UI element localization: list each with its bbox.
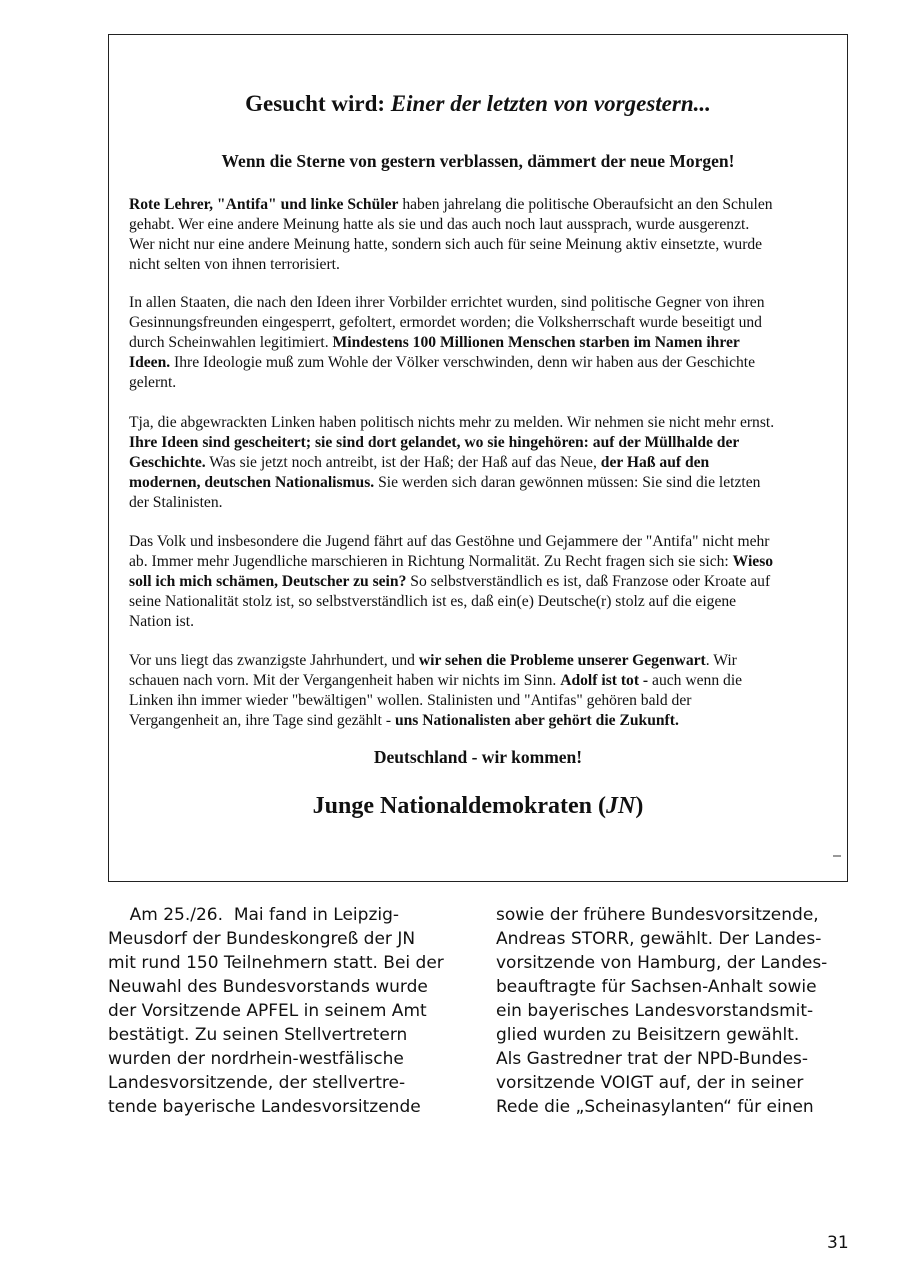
text-line [129,671,841,691]
text-line [129,195,841,215]
signature-paren: ) [635,793,644,819]
body-line: Rede die „Scheinasylanten“ für einen [496,1097,814,1117]
text-line: Gesinnungsfreunden eingesperrt, gefoltert, ermordet worden; die Volksherrschaft wurde beseitigt und [129,314,762,331]
body-line: Andreas STORR, gewählt. Der Landes- [496,929,822,949]
text-line [129,353,841,373]
text-line [129,473,841,493]
bold-text: wir sehen die Probleme unserer Gegenwart [418,652,706,669]
body-line: beauftragte für Sachsen-Anhalt sowie [496,977,817,997]
flyer-subtitle: Wenn die Sterne von gestern verblassen, dämmert der neue Morgen! [221,151,735,171]
flyer-paragraph-2 [129,293,841,393]
signature-name: Junge Nationaldemokraten ( [312,793,606,819]
text-line: der Stalinisten. [129,494,223,511]
text-span: haben jahrelang die politische Oberaufsicht an den Schulen [398,196,773,213]
text-line [129,453,841,473]
body-line: Neuwahl des Bundesvorstands wurde [108,977,428,997]
text-span: schauen nach vorn. Mit der Vergangenheit haben wir nichts im Sinn. [129,672,561,689]
text-line: Wer nicht nur eine andere Meinung hatte, sondern sich auch für seine Meinung aktiv einsetzte, wurde [129,236,763,253]
bold-text: uns Nationalisten aber gehört die Zukunft. [394,712,679,729]
flyer-paragraph-1 [129,195,841,275]
text-line: nicht selten von ihnen terrorisiert. [129,256,340,273]
text-line [129,552,841,572]
body-line: wurden der nordrhein-westfälische [108,1049,404,1069]
text-span: ab. Immer mehr Jugendliche marschieren in Richtung Normalität. Zu Recht fragen sich sie sich: [129,553,733,570]
text-line [129,651,841,671]
text-line [129,572,841,592]
flyer-reproduction [108,34,848,882]
bold-text: Ideen. [129,354,171,371]
body-line: der Vorsitzende APFEL in seinem Amt [108,1001,427,1021]
text-line: seine Nationalität stolz ist, so selbstverständlich ist es, daß ein(e) Deutsche(r) stolz auf die eigene [129,593,737,610]
flyer-paragraph-5 [129,651,841,731]
flyer-paragraph-3 [129,413,841,513]
body-line: Landesvorsitzende, der stellvertre- [108,1073,406,1093]
body-line: mit rund 150 Teilnehmern statt. Bei der [108,953,444,973]
flyer-title [109,91,847,117]
text-span: auch wenn die [648,672,743,689]
bold-text: soll ich mich schämen, Deutscher zu sein? [129,573,407,590]
page-number: 31 [827,1233,849,1253]
text-line: Linken ihn immer wieder "bewältigen" wollen. Stalinisten und "Antifas" gehören bald der [129,692,692,709]
flyer-paragraph-4 [129,532,841,632]
body-line: bestätigt. Zu seinen Stellvertretern [108,1025,408,1045]
bold-text: Adolf ist tot - [560,672,649,689]
text-line [129,433,841,453]
body-line: glied wurden zu Beisitzern gewählt. [496,1025,800,1045]
signature-abbreviation: JN [606,793,636,819]
text-span: Vergangenheit an, ihre Tage sind gezählt - [129,712,395,729]
body-line: vorsitzende VOIGT auf, der in seiner [496,1073,804,1093]
text-line: gehabt. Wer eine andere Meinung hatte als sie und das auch noch laut aussprach, wurde ausgerenzt. [129,216,750,233]
text-line [129,333,841,353]
body-column-left [108,903,478,1119]
text-line: Nation ist. [129,613,194,630]
text-span: . Wir [705,652,737,669]
text-line: Das Volk und insbesondere die Jugend fährt auf das Gestöhne und Gejammere der "Antifa" nicht mehr [129,533,770,550]
scan-mark [833,855,841,857]
body-line: vorsitzende von Hamburg, der Landes- [496,953,828,973]
text-line: In allen Staaten, die nach den Ideen ihrer Vorbilder errichtet wurden, sind politische Gegner von ihren [129,294,765,311]
text-span: Vor uns liegt das zwanzigste Jahrhundert, und [129,652,419,669]
flyer-signature [109,793,847,820]
flyer-title-prefix: Gesucht wird: [245,91,391,116]
body-line: Als Gastredner trat der NPD-Bundes- [496,1049,809,1069]
flyer-slogan: Deutschland - wir kommen! [373,747,583,767]
text-span: Was sie jetzt noch antreibt, ist der Haß; der Haß auf das Neue, [205,454,601,471]
text-line [129,711,841,731]
body-line: sowie der frühere Bundesvorsitzende, [496,905,819,925]
body-line: Am 25./26. Mai fand in Leipzig- [108,905,400,925]
bold-text: modernen, deutschen Nationalismus. [129,474,375,491]
body-line: tende bayerische Landesvorsitzende [108,1097,421,1117]
text-span: Sie werden sich daran gewönnen müssen: Sie sind die letzten [374,474,761,491]
bold-text: Rote Lehrer, "Antifa" und linke Schüler [129,196,399,213]
bold-text: Wieso [732,553,774,570]
text-line: Tja, die abgewrackten Linken haben politisch nichts mehr zu melden. Wir nehmen sie nicht mehr ernst. [129,414,775,431]
bold-text: Mindestens 100 Millionen Menschen starben im Namen ihrer [332,334,740,351]
text-span: Ihre Ideologie muß zum Wohle der Völker verschwinden, denn wir haben aus der Geschichte [170,354,756,371]
text-span: durch Scheinwahlen legitimiert. [129,334,333,351]
bold-text: Geschichte. [129,454,206,471]
text-span: So selbstverständlich es ist, daß Franzose oder Kroate auf [406,573,771,590]
body-line: ein bayerisches Landesvorstandsmit- [496,1001,814,1021]
body-column-right [496,903,866,1119]
bold-text: der Haß auf den [600,454,710,471]
bold-text: Ihre Ideen sind gescheitert; sie sind dort gelandet, wo sie hingehören: auf der Müllhalde der [129,434,740,451]
text-line: gelernt. [129,374,177,391]
flyer-title-italic: Einer der letzten von vorgestern... [390,91,711,116]
body-line: Meusdorf der Bundeskongreß der JN [108,929,416,949]
